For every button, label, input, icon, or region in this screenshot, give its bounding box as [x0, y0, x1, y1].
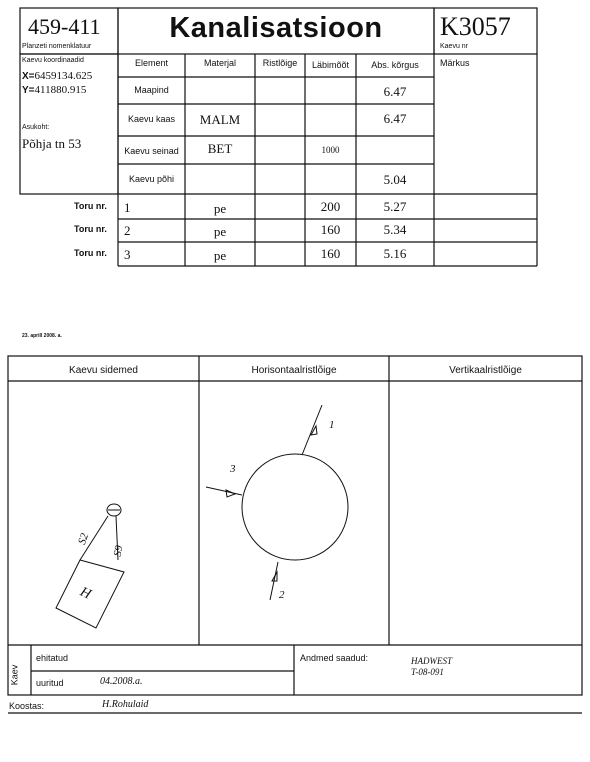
surveyed-value: 04.2008.a.: [100, 676, 143, 687]
page-title: Kanalisatsioon: [169, 12, 383, 44]
pipe-label-3: Toru nr.: [74, 248, 107, 258]
well-number: K3057: [440, 12, 511, 41]
pipe-diameter-1: 200: [320, 199, 341, 214]
pipe-label-1-sketch: 1: [329, 419, 335, 431]
sketch-label-building: H: [77, 584, 94, 603]
pipe-material-1: pe: [213, 201, 227, 216]
row-material-cover: MALM: [199, 112, 241, 127]
pipe-material-3: pe: [213, 248, 227, 263]
column-title-horizontal: Horisontaalristlõige: [251, 365, 337, 376]
col-header-diameter: Läbimõõt: [311, 60, 350, 70]
row-height-bottom: 5.04: [383, 172, 407, 187]
pipe-label-2: Toru nr.: [74, 224, 107, 234]
y-label: Y=: [22, 85, 35, 96]
pipe-height-1: 5.27: [383, 199, 407, 214]
row-element-bottom: Kaevu põhi: [128, 174, 175, 184]
column-title-connections: Kaevu sidemed: [69, 365, 138, 376]
compiler-label: Koostas:: [9, 701, 45, 711]
col-header-notes: Märkus: [440, 58, 470, 68]
sketch-label-s9: S9: [111, 544, 126, 558]
sheet-number: 459-411: [28, 14, 101, 39]
pipe-material-2: pe: [213, 224, 227, 239]
pipe-height-2: 5.34: [383, 222, 407, 237]
compiler-value: H.Rohulaid: [102, 699, 149, 710]
pipe-line-3: [206, 487, 242, 495]
col-header-cross-section: Ristlõige: [262, 58, 298, 68]
sketch-label-s2: S2: [75, 531, 92, 547]
pipe-height-3: 5.16: [383, 246, 407, 261]
date-stamp: 23. aprill 2008. a.: [22, 333, 62, 339]
col-header-height: Abs. kõrgus: [371, 60, 419, 70]
well-caption: Kaevu nr: [440, 43, 469, 50]
connections-sketch: [56, 504, 124, 628]
source-line-2: T-08-091: [411, 667, 444, 677]
x-value: 6459134.625: [34, 70, 93, 82]
pipe-number-2: 2: [124, 223, 131, 238]
pipe-arrow-3: [226, 490, 235, 497]
pipe-number-1: 1: [124, 200, 131, 215]
source-label: Andmed saadud:: [300, 653, 369, 663]
pipe-diameter-2: 160: [320, 222, 341, 237]
surveyed-label: uuritud: [36, 678, 64, 688]
x-label: X=: [22, 71, 35, 82]
row-element-ground: Maapind: [134, 85, 169, 95]
col-header-element: Element: [134, 58, 169, 68]
sheet-caption: Planzeti nomenklatuur: [22, 43, 92, 50]
well-circle: [242, 454, 348, 560]
row-height-ground: 6.47: [383, 84, 407, 99]
row-diameter-walls: 1000: [321, 145, 340, 155]
pipe-label-3-sketch: 3: [230, 463, 236, 475]
col-header-material: Materjal: [203, 58, 236, 68]
horizontal-section-sketch: [206, 405, 348, 600]
pipe-label-2-sketch: 2: [279, 589, 285, 601]
well-side-label: Kaev: [9, 664, 20, 686]
row-element-cover: Kaevu kaas: [127, 114, 176, 124]
pipe-line-1: [302, 405, 322, 455]
pipe-label-1: Toru nr.: [74, 201, 107, 211]
address-label: Asukoht:: [22, 124, 50, 131]
built-label: ehitatud: [36, 653, 69, 663]
pipe-diameter-3: 160: [320, 246, 341, 261]
column-title-vertical: Vertikaalristlõige: [449, 365, 522, 376]
y-value: 411880.915: [34, 84, 87, 96]
address-value: Põhja tn 53: [22, 136, 82, 151]
row-material-walls: BET: [207, 141, 233, 156]
coords-label: Kaevu koordinaadid: [22, 57, 84, 64]
source-line-1: HADWEST: [411, 656, 452, 666]
row-height-cover: 6.47: [383, 111, 407, 126]
pipe-number-3: 3: [124, 247, 131, 262]
row-element-walls: Kaevu seinad: [124, 146, 179, 156]
